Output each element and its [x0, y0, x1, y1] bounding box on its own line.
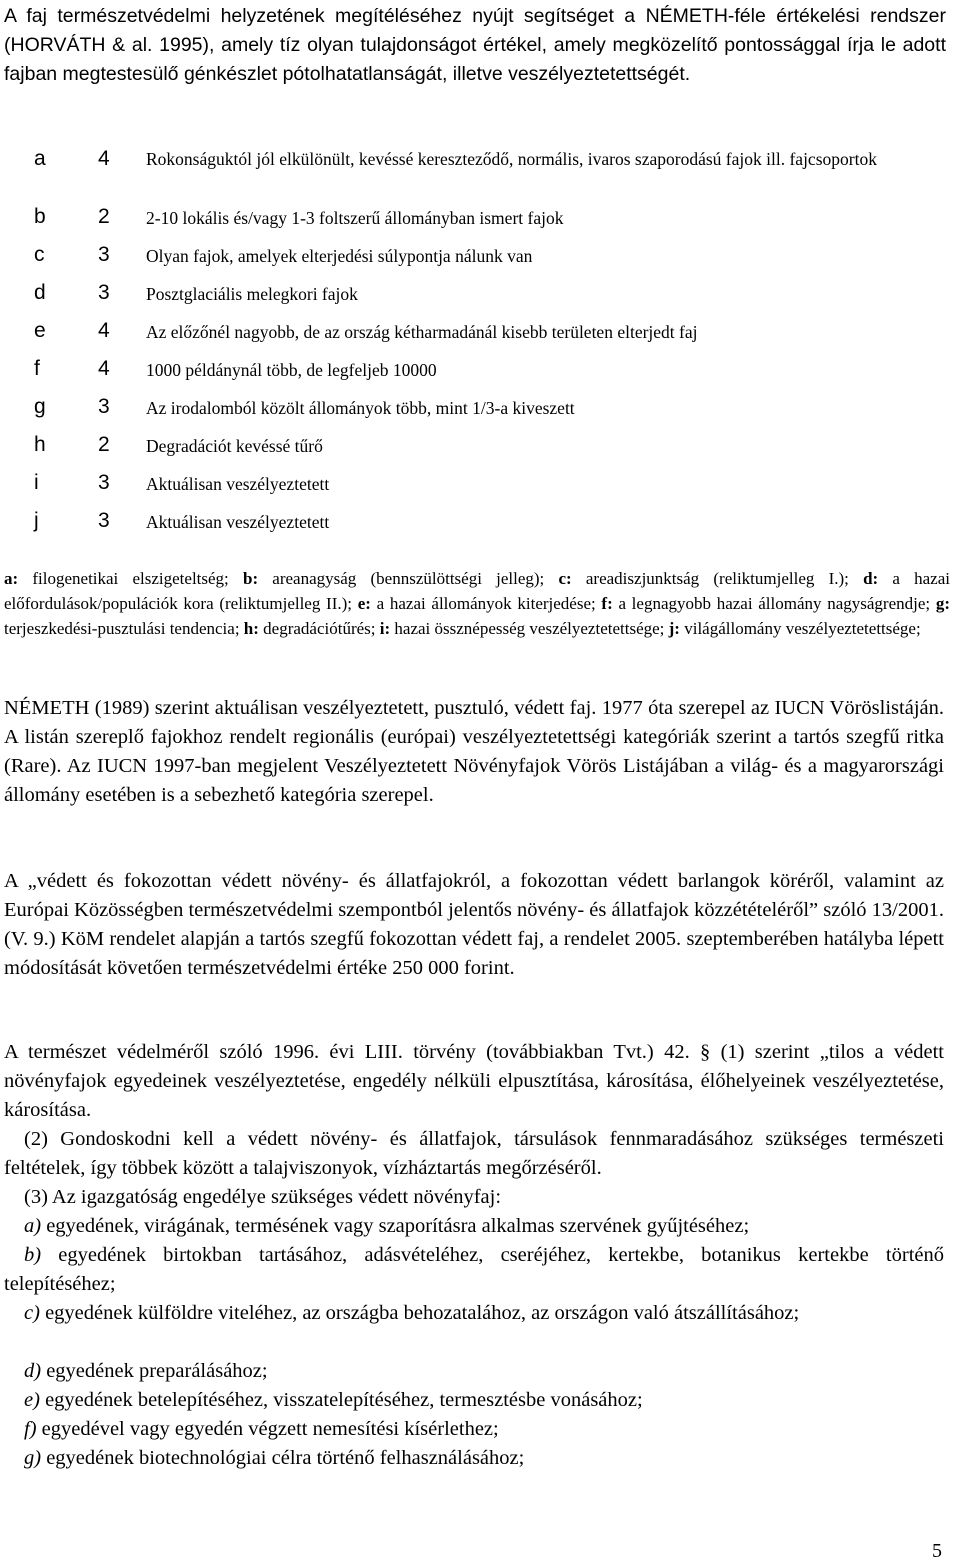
criteria-score: 3: [98, 281, 110, 304]
author-name: NÉMETH: [4, 697, 90, 719]
legend-text: hazai össznépesség veszélyeztetettsége;: [390, 619, 669, 638]
criteria-legend: [4, 566, 950, 641]
list-item-text: egyedének, virágának, termésének vagy szaporításra alkalmas szervének gyűjtéséhez;: [41, 1215, 750, 1237]
law-list-item: [4, 1415, 944, 1444]
law-list-item: [4, 1386, 944, 1415]
list-item-label: c): [24, 1302, 40, 1324]
criteria-score: 3: [98, 509, 110, 532]
list-item-label: b): [24, 1244, 42, 1266]
legend-text: a hazai állományok kiterjedése;: [370, 594, 602, 613]
criteria-score: 3: [98, 243, 110, 266]
list-item-label: d): [24, 1360, 42, 1382]
list-item-label: g): [24, 1447, 42, 1469]
criteria-letter: h: [34, 433, 46, 456]
criteria-letter: g: [34, 395, 46, 418]
list-item-label: f): [24, 1418, 37, 1440]
criteria-letter: a: [34, 147, 46, 170]
criteria-score: 3: [98, 471, 110, 494]
legend-key: b:: [242, 569, 259, 588]
criteria-description: Posztglaciális melegkori fajok: [146, 284, 358, 304]
law-paragraph: A természet védelméről szóló 1996. évi LIII. törvény (továbbiakban Tvt.) 42. § (1) szerint „tilos a védett növényfajok egyedeinek veszélyeztetése, engedély nélküli elpusztítása, károsítása, élőhelyeinek veszélyeztetése, károsítása.: [4, 1041, 944, 1121]
legend-key: d:: [863, 569, 879, 588]
legend-text: világállomány veszélyeztetettsége;: [679, 619, 921, 638]
legend-key: i:: [379, 619, 391, 638]
criteria-score: 4: [98, 357, 110, 380]
page-number: 5: [932, 1540, 942, 1562]
legend-key: e:: [357, 594, 371, 613]
law-list-item: [4, 1357, 944, 1386]
legend-key: h:: [243, 619, 259, 638]
criteria-description: 1000 példánynál több, de legfeljeb 10000: [146, 360, 437, 380]
law-list-item: [4, 1212, 944, 1241]
criteria-description: Aktuálisan veszélyeztetett: [146, 512, 330, 532]
legend-key: a:: [4, 569, 19, 588]
list-item-label: a): [24, 1215, 42, 1237]
criteria-letter: d: [34, 281, 46, 304]
law-list-item: [4, 1241, 944, 1299]
regulation-paragraph: A „védett és fokozottan védett növény- és állatfajokról, a fokozottan védett barlangok köréről, valamint az Európai Közösségben természetvédelmi szempontból jelentős növény- és állatfajok közzétételéről” szóló 13/2001. (V. 9.) KöM rendelet alapján a tartós szegfű fokozottan védett faj, a rendelet 2005. szeptemberében hatályba lépett módosítását követően természetvédelmi értéke 250 000 forint.: [4, 870, 944, 979]
legend-text: filogenetikai elszigeteltség;: [18, 569, 243, 588]
criteria-description: Az előzőnél nagyobb, de az ország kétharmadánál kisebb területen elterjedt faj: [146, 322, 698, 342]
legend-text: degradációtűrés;: [258, 619, 380, 638]
list-item-text: egyedének külföldre viteléhez, az országba behozatalához, az országon való átszállításához;: [39, 1302, 800, 1324]
list-item-label: e): [24, 1389, 40, 1411]
criteria-score: 3: [98, 395, 110, 418]
criteria-description: 2-10 lokális és/vagy 1-3 foltszerű állományban ismert fajok: [146, 208, 564, 228]
legend-text: a hazai előfordulások/populációk kora (reliktumjelleg II.);: [4, 569, 950, 613]
legend-key: g:: [935, 594, 950, 613]
legend-text: terjeszkedési-pusztulási tendencia;: [4, 619, 244, 638]
criteria-score: 4: [98, 147, 110, 170]
criteria-score: 4: [98, 319, 110, 342]
legend-text: areanagyság (bennszülöttségi jelleg);: [258, 569, 559, 588]
list-item-text: egyedével vagy egyedén végzett nemesítési kísérlethez;: [36, 1418, 499, 1440]
criteria-description: Aktuálisan veszélyeztetett: [146, 474, 330, 494]
law-list-item: [4, 1299, 944, 1328]
criteria-description: Degradációt kevéssé tűrő: [146, 436, 323, 456]
law-list-item: [4, 1444, 944, 1473]
legend-key: c:: [558, 569, 572, 588]
list-item-text: egyedének birtokban tartásához, adásvételéhez, cseréjéhez, kertekbe, botanikus kertekbe történő telepítéséhez;: [4, 1244, 944, 1295]
law-subsection-2: (2) Gondoskodni kell a védett növény- és állatfajok, társulások fennmaradásához szükséges természeti feltételek, így többek között a talajviszonyok, vízháztartás megőrzéséről.: [4, 1128, 944, 1179]
legend-key: f:: [601, 594, 613, 613]
list-item-text: egyedének betelepítéséhez, visszatelepítéséhez, termesztésbe vonásához;: [39, 1389, 643, 1411]
criteria-letter: c: [34, 243, 45, 266]
list-item-text: egyedének preparálásához;: [41, 1360, 268, 1382]
criteria-letter: e: [34, 319, 46, 342]
criteria-score: 2: [98, 433, 110, 456]
criteria-letter: b: [34, 205, 46, 228]
criteria-description: Olyan fajok, amelyek elterjedési súlypontja nálunk van: [146, 246, 533, 266]
status-paragraph: [4, 694, 944, 810]
legend-text: a legnagyobb hazai állomány nagyságrendje;: [612, 594, 936, 613]
list-item-text: egyedének biotechnológiai célra történő felhasználásához;: [41, 1447, 525, 1469]
criteria-description: Az irodalomból közölt állományok több, mint 1/3-a kiveszett: [146, 398, 575, 418]
legend-key: j:: [668, 619, 680, 638]
criteria-description: Rokonságuktól jól elkülönült, kevéssé kereszteződő, normális, ivaros szaporodású fajok ill. fajcsoportok: [146, 149, 877, 169]
criteria-letter: j: [34, 509, 39, 532]
criteria-letter: f: [34, 357, 40, 380]
criteria-score: 2: [98, 205, 110, 228]
legend-text: areadiszjunktság (reliktumjelleg I.);: [571, 569, 864, 588]
intro-paragraph: A faj természetvédelmi helyzetének megítéléséhez nyújt segítséget a NÉMETH-féle értékelési rendszer (HORVÁTH & al. 1995), amely tíz olyan tulajdonságot értékel, amely megközelítő pontossággal írja le adott fajban megtestesülő génkészlet pótolhatatlanságát, illetve veszélyeztetettségét.: [4, 5, 946, 85]
law-subsection-3: (3) Az igazgatóság engedélye szükséges védett növényfaj:: [24, 1186, 502, 1208]
status-text: (1989) szerint aktuálisan veszélyeztetett, pusztuló, védett faj. 1977 óta szerepel az IUCN Vöröslistáján. A listán szereplő fajokhoz rendelt regionális (európai) veszélyeztetettségi kategóriák szerint a tartós szegfű ritka (Rare). Az IUCN 1997-ban megjelent Veszélyeztetett Növényfajok Vörös Listájában a világ- és a magyarországi állomány esetében is a sebezhető kategória szerepel.: [4, 697, 944, 806]
criteria-letter: i: [34, 471, 39, 494]
